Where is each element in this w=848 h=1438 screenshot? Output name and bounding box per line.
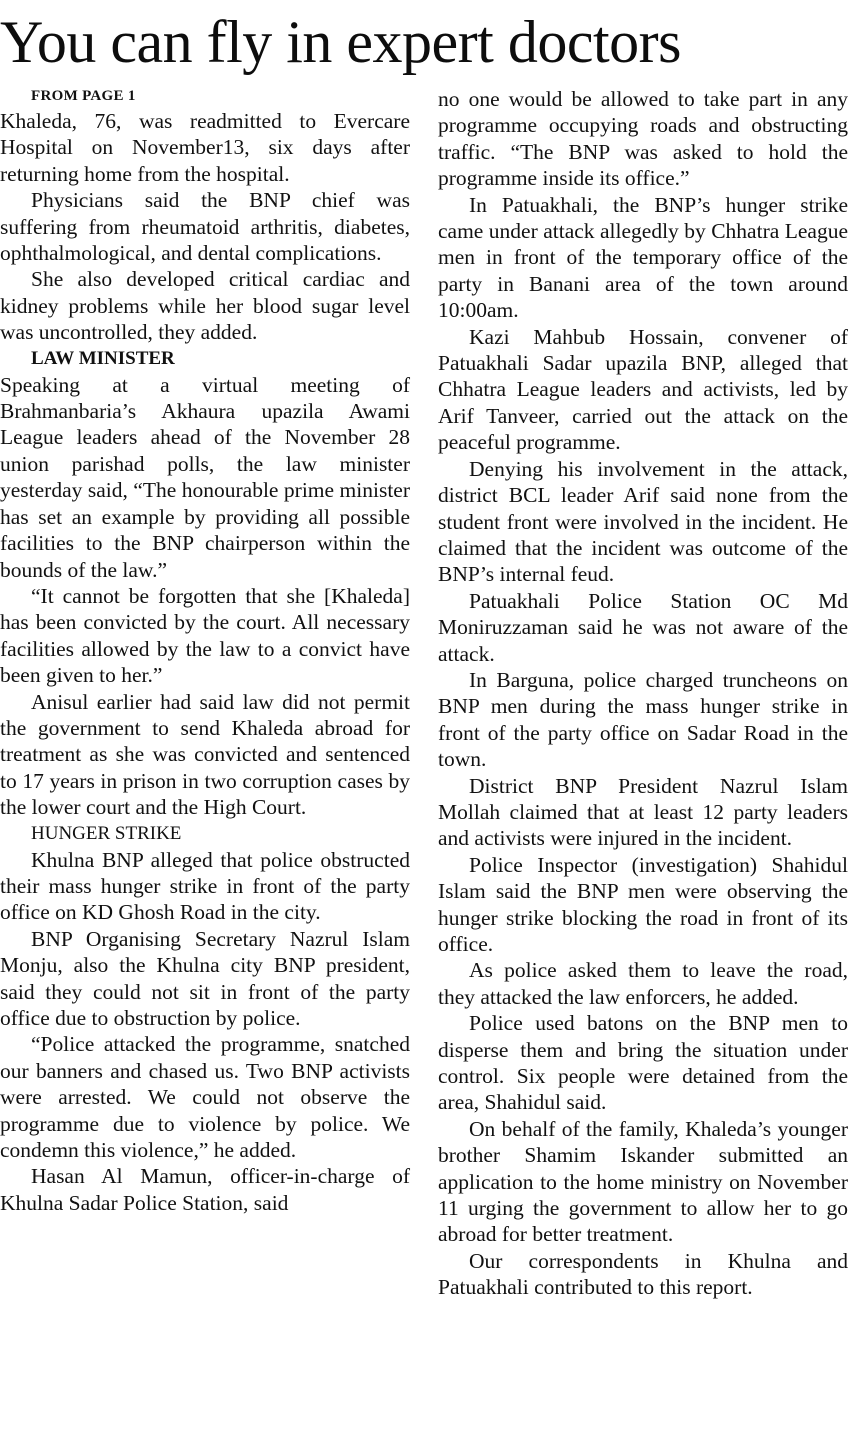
paragraph: District BNP President Nazrul Islam Mollah claimed that at least 12 party leaders and activists were injured in the incident. [438, 773, 848, 851]
paragraph: In Barguna, police charged truncheons on BNP men during the mass hunger strike in front of the party office on Sadar Road in the town. [438, 667, 848, 772]
paragraph: no one would be allowed to take part in any programme occupying roads and obstructing traffic. “The BNP was asked to hold the programme inside its office.” [438, 87, 848, 191]
paragraph: Police used batons on the BNP men to disperse them and bring the situation under control. Six people were detained from the area, Shahidul said. [438, 1011, 848, 1115]
subhead-hunger-strike: HUNGER STRIKE [31, 822, 182, 844]
paragraph: BNP Organising Secretary Nazrul Islam Monju, also the Khulna city BNP president, said they could not sit in front of the party office due to obstruction by police. [0, 926, 410, 1030]
article-column-left [0, 84, 410, 1216]
paragraph: She also developed critical cardiac and kidney problems while her blood sugar level was uncontrolled, they added. [0, 267, 410, 345]
paragraph: Our correspondents in Khulna and Patuakhali contributed to this report. [438, 1248, 848, 1300]
paragraph: Kazi Mahbub Hossain, convener of Patuakhali Sadar upazila BNP, alleged that Chhatra League leaders and activists, led by Arif Tanveer, carried out the attack on the peaceful programme. [438, 324, 848, 455]
paragraph: On behalf of the family, Khaleda’s younger brother Shamim Iskander submitted an application to the home ministry on November 11 urging the government to allow her to go abroad for better treatment. [438, 1116, 848, 1247]
paragraph: Denying his involvement in the attack, district BCL leader Arif said none from the student front were involved in the incident. He claimed that the incident was outcome of the BNP’s internal feud. [438, 456, 848, 587]
subhead-law-minister: LAW MINISTER [31, 347, 175, 369]
paragraph: Anisul earlier had said law did not permit the government to send Khaleda abroad for treatment as she was convicted and sentenced to 17 years in prison in two corruption cases by the lower court and the High Court. [0, 689, 410, 820]
paragraph: “It cannot be forgotten that she [Khaleda] has been convicted by the court. All necessary facilities allowed by the law to a convict have been given to her.” [0, 583, 410, 688]
paragraph: “Police attacked the programme, snatched our banners and chased us. Two BNP activists were arrested. We could not observe the programme due to violence by police. We condemn this violence,” he added. [0, 1032, 410, 1163]
paragraph: Speaking at a virtual meeting of Brahmanbaria’s Akhaura upazila Awami League leaders ahead of the November 28 union parishad polls, the law minister yesterday said, “The honourable prime minister has set an example by providing all possible facilities to the BNP chairperson within the bounds of the law.” [0, 372, 410, 582]
paragraph: Hasan Al Mamun, officer-in-charge of Khulna Sadar Police Station, said [0, 1164, 410, 1215]
headline: You can fly in expert doctors [0, 9, 681, 75]
paragraph: As police asked them to leave the road, they attacked the law enforcers, he added. [438, 958, 848, 1009]
paragraph: In Patuakhali, the BNP’s hunger strike came under attack allegedly by Chhatra League men in front of the temporary office of the party in Banani area of the town around 10:00am. [438, 192, 848, 323]
paragraph: Police Inspector (investigation) Shahidul Islam said the BNP men were observing the hunger strike blocking the road in front of its office. [438, 852, 848, 956]
jump-label: FROM PAGE 1 [31, 88, 136, 104]
paragraph: Physicians said the BNP chief was suffering from rheumatoid arthritis, diabetes, ophthalmological, and dental complications. [0, 188, 410, 266]
paragraph: Khaleda, 76, was readmitted to Evercare Hospital on November13, six days after returning home from the hospital. [0, 109, 410, 186]
paragraph: Khulna BNP alleged that police obstructed their mass hunger strike in front of the party office on KD Ghosh Road in the city. [0, 847, 410, 925]
paragraph: Patuakhali Police Station OC Md Moniruzzaman said he was not aware of the attack. [438, 588, 848, 666]
article-column-right [438, 86, 848, 1301]
